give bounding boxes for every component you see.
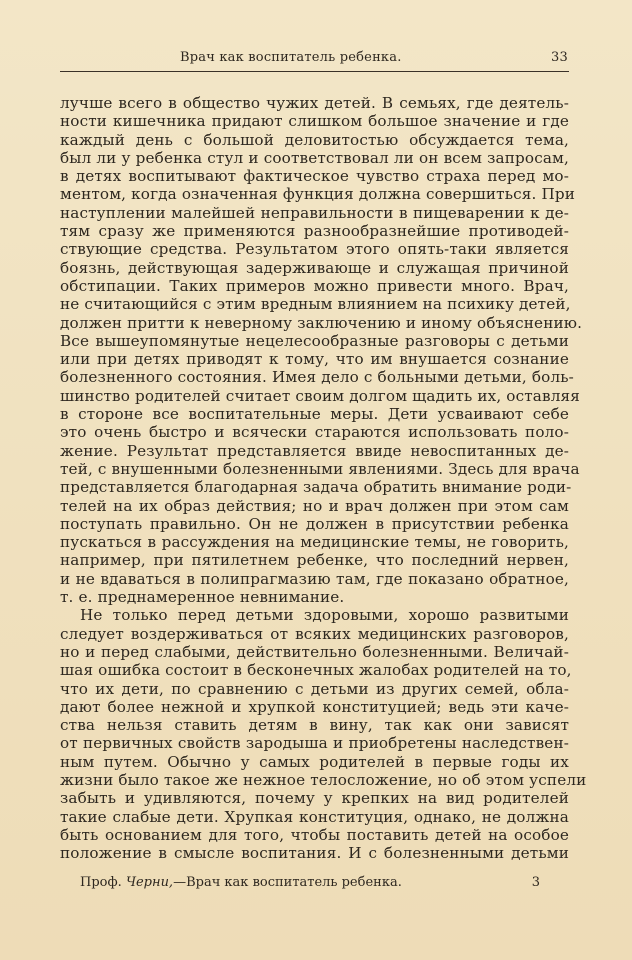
text-line: представляется благодарная задача обратить внимание роди- xyxy=(60,478,572,497)
text-line: быть основанием для того, чтобы поставить детей на особое xyxy=(60,825,569,844)
text-line: поступать правильно. Он не должен в присутствии ребенка xyxy=(60,514,569,533)
text-line: следует воздерживаться от всяких медицинских разговоров, xyxy=(60,624,569,643)
text-line: или при детях приводят к тому, что им внушается сознание xyxy=(60,350,569,369)
text-line: обстипации. Таких примеров можно привести много. Врач, xyxy=(60,276,569,295)
header-rule xyxy=(60,71,569,72)
body-text xyxy=(60,94,587,863)
paragraph-end-line: т. е. преднамеренное невнимание. xyxy=(60,588,345,607)
text-line: положение в смысле воспитания. И с болезненными детьми xyxy=(60,844,569,863)
text-line: болезненного состояния. Имея дело с больными детьми, боль- xyxy=(60,368,574,387)
text-line: телей на их образ действия; но и врач должен при этом сам xyxy=(60,496,569,515)
running-head xyxy=(60,48,568,70)
text-line: жение. Результат представляется ввиде невоспитанных де- xyxy=(60,441,569,460)
text-line: от первичных свойств зародыша и приобретены наследствен- xyxy=(60,734,569,753)
running-title: Врач как воспитатель ребенка. xyxy=(180,50,402,65)
page-number: 33 xyxy=(551,50,568,65)
text-line: в детях воспитывают фактическое чувство страха перед мо- xyxy=(60,167,569,186)
text-line: тям сразу же применяются разнообразнейшие противодей- xyxy=(60,222,569,241)
text-line: и не вдаваться в полипрагмазию там, где показано обратное, xyxy=(60,569,569,588)
text-line: не считающийся с этим вредным влиянием на психику детей, xyxy=(60,295,571,314)
text-line: боязнь, действующая задерживающе и служащая причиной xyxy=(60,258,569,277)
text-line: шая ошибка состоит в бесконечных жалобах родителей на то, xyxy=(60,661,572,680)
text-line: ства нельзя ставить детям в вину, так как они зависят xyxy=(60,716,569,735)
text-line: ным путем. Обычно у самых родителей в первые годы их xyxy=(60,752,569,771)
signature-footer xyxy=(80,875,540,895)
signature-mark: 3 xyxy=(531,875,540,890)
text-line: в стороне все воспитательные меры. Дети усваивают себе xyxy=(60,405,569,424)
text-line: каждый день с большой деловитостью обсуждается тема, xyxy=(60,130,569,149)
text-line: забыть и удивляются, почему у крепких на вид родителей xyxy=(60,789,569,808)
text-line: такие слабые дети. Хрупкая конституция, однако, не должна xyxy=(60,807,569,826)
footer-author xyxy=(80,875,402,890)
text-line: например, при пятилетнем ребенке, что последний нервен, xyxy=(60,551,569,570)
footer-prefix: Проф. xyxy=(80,875,122,890)
paragraph-start-line: Не только перед детьми здоровыми, хорошо развитыми xyxy=(80,606,569,625)
text-line: пускаться в рассуждения на медицинские темы, не говорить, xyxy=(60,533,569,552)
text-line: ствующие средства. Результатом этого опять-таки является xyxy=(60,240,569,259)
text-line: наступлении малейшей неправильности в пищеварении к де- xyxy=(60,203,569,222)
text-line: тей, с внушенными болезненными явлениями. Здесь для врача xyxy=(60,459,580,478)
text-line: ности кишечника придают слишком большое значение и где xyxy=(60,112,569,131)
text-line: шинство родителей считает своим долгом щадить их, оставляя xyxy=(60,386,580,405)
text-line: что их дети, по сравнению с детьми из других семей, обла- xyxy=(60,679,569,698)
footer-author-name: Черни, xyxy=(125,875,174,890)
text-line: лучше всего в общество чужих детей. В семьях, где деятель- xyxy=(60,94,569,112)
text-line: жизни было такое же нежное телосложение, но об этом успели xyxy=(60,770,587,789)
footer-book-title: —Врач как воспитатель ребенка. xyxy=(173,875,402,890)
text-line: но и перед слабыми, действительно болезненными. Величай- xyxy=(60,642,569,661)
text-line: это очень быстро и всячески стараются использовать поло- xyxy=(60,423,569,442)
text-line: был ли у ребенка стул и соответствовал ли он всем запросам, xyxy=(60,148,569,167)
text-line: должен притти к неверному заключению и иному объяснению. xyxy=(60,313,583,332)
text-line: ментом, когда означенная функция должна совершиться. При xyxy=(60,185,576,204)
text-line: дают более нежной и хрупкой конституцией; ведь эти каче- xyxy=(60,697,569,716)
text-line: Все вышеупомянутые нецелесообразные разговоры с детьми xyxy=(60,331,569,350)
